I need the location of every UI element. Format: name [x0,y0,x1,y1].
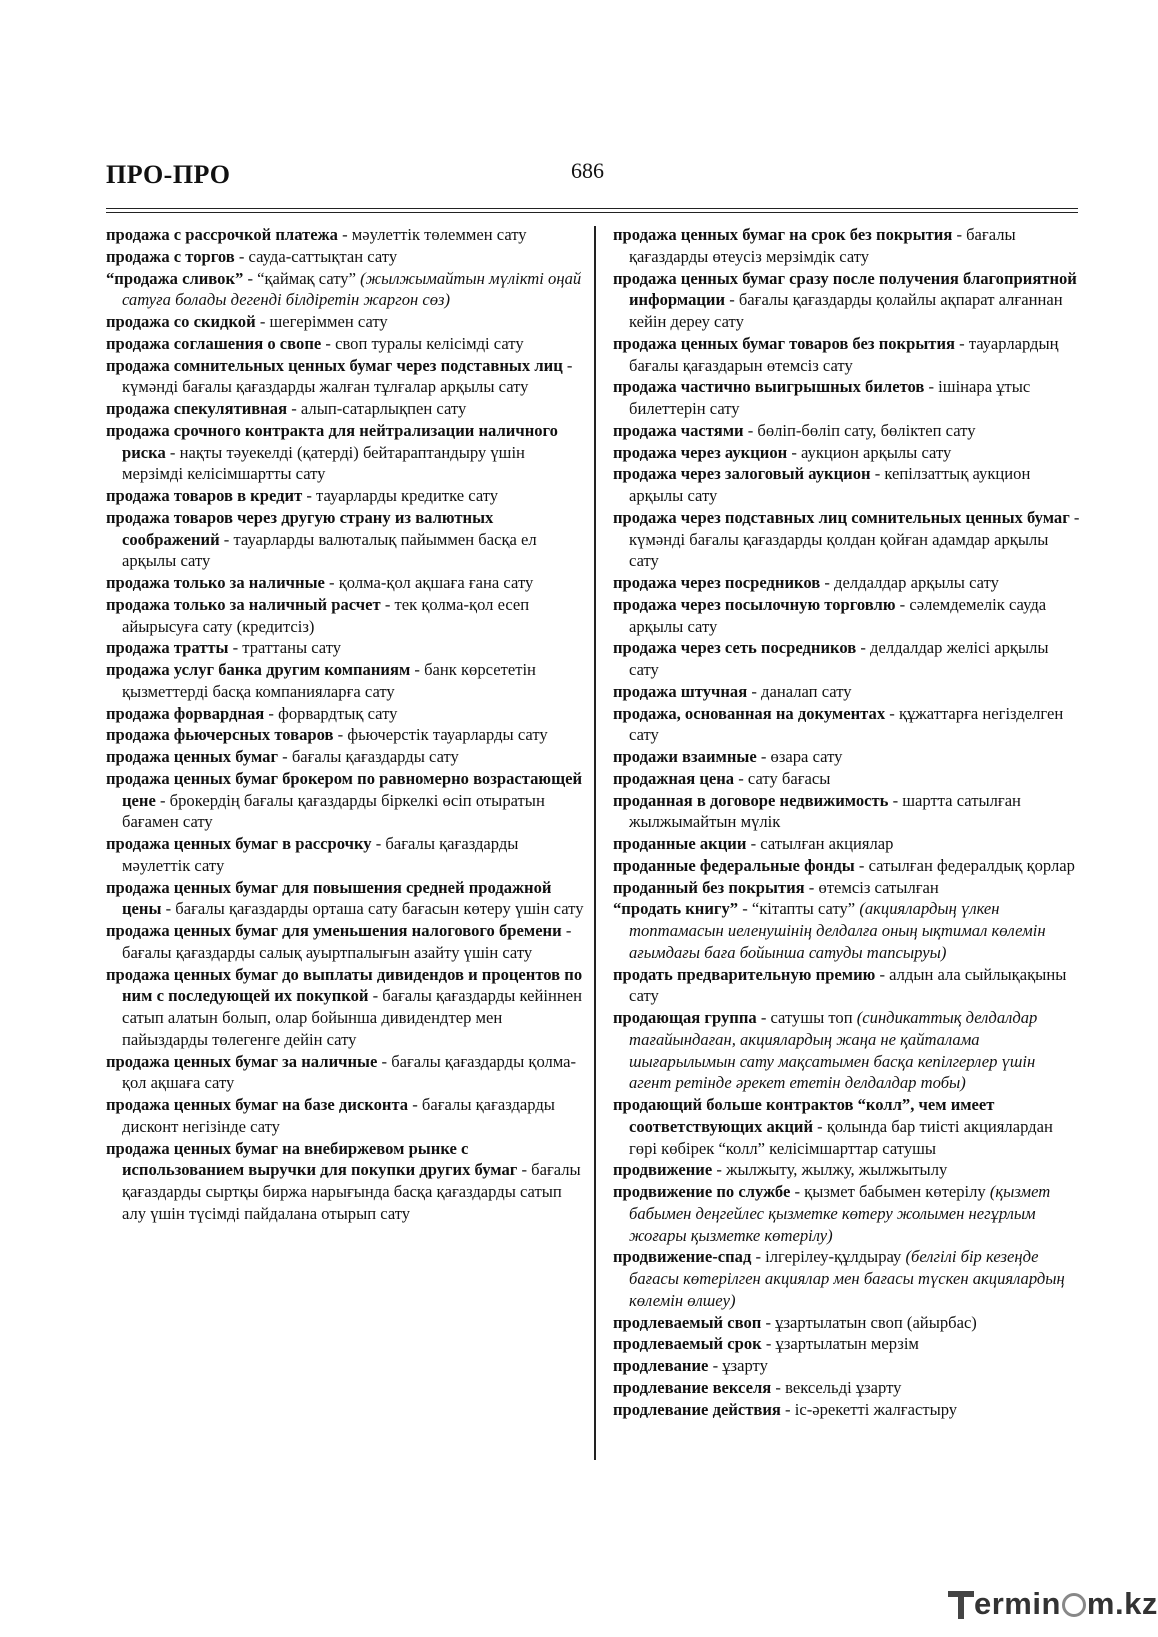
dictionary-entry [106,311,584,333]
column-divider [594,226,596,1460]
entry-term: продажа срочного контракта для нейтрализации наличного риска [106,420,558,462]
dictionary-entry [106,594,584,638]
dictionary-entry [106,964,584,1051]
entry-term: продажа через аукцион [613,442,788,462]
entry-term: продлеваемый срок [613,1334,762,1354]
entry-term: продвижение по службе [613,1182,791,1201]
entry-term: продажа частями [613,420,744,440]
entry-definition: - тауарларды валюталық пайыммен басқа ел арқылы сату [122,529,537,571]
dictionary-entry [106,877,584,921]
dictionary-entry [106,398,584,420]
entry-term: “продать книгу” [613,899,739,919]
dictionary-entry [106,333,584,355]
dictionary-entry [613,681,1081,703]
dictionary-entry [613,703,1081,747]
entry-term: проданный без покрытия [613,877,805,897]
dictionary-entry [106,420,584,485]
dictionary-entry [613,790,1081,834]
dictionary-entry [106,637,584,659]
entry-note: (акциялардың үлкен топтамасын иеленушінің делдалға оның ықтимал көлемін ағымдағы баға бойынша сатуды тапсыруы) [629,899,1046,962]
entry-term: продлевание векселя [613,1377,772,1397]
entry-definition: - сауда-саттықтан сату [234,246,398,266]
entry-term: “продажа сливок” [106,268,244,288]
entry-note: (қызмет бабымен деңгейлес қызметке көтеру жолымен негұрлым жоғары қызметке көтерілу) [629,1182,1051,1245]
entry-term: продающая группа [613,1008,757,1027]
entry-definition: - “қаймақ сату” [243,268,361,288]
dictionary-entry [106,920,584,964]
entry-definition: - нақты тәуекелді (қатерді) бейтараптандыру үшін мерзімді келісімшартты сату [122,442,525,484]
entry-term: продажа только за наличные [106,573,325,592]
entry-term: продажа ценных бумаг товаров без покрытия [613,333,955,353]
entry-term: продажа ценных бумаг на внебиржевом рынке с использованием выручки для покупки других бумаг [106,1138,518,1180]
dictionary-entry [613,420,1081,442]
entry-definition: - делдалдар арқылы сату [820,573,999,592]
dictionary-entry [613,463,1081,507]
entry-term: продажа ценных бумаг для повышения средней продажной цены [106,877,552,919]
entry-term: продажа форвардная [106,703,265,723]
entry-term: продажная цена [613,768,735,788]
dictionary-entry [613,833,1081,855]
entry-definition: - сатылған федералдық қорлар [854,855,1075,875]
entry-term: продажа фьючерсных товаров [106,725,334,745]
entry-term: продлевание действия [613,1399,781,1419]
dictionary-entry [613,964,1081,1008]
entry-definition: - банк көрсететін қызметтерді басқа компанияларға сату [122,660,536,701]
dictionary-entry [106,485,584,507]
entry-definition: - қызмет бабымен көтерілу [790,1182,990,1201]
entry-definition: - брокердің бағалы қағаздарды біркелкі өсіп отыратын бағамен сату [122,790,545,832]
entry-definition: - бағалы қағаздарды қолайлы ақпарат алғаннан кейін дереу сату [629,290,1063,331]
dictionary-entry [613,746,1081,768]
entry-definition: - алып-сатарлықпен сату [287,399,467,418]
entry-term: продажа через посылочную торговлю [613,594,896,614]
entry-term: продажа с торгов [106,246,235,266]
entry-definition: - бағалы қағаздарды салық ауыртпалығын азайту үшін сату [122,921,572,962]
header-rule [106,208,1078,209]
dictionary-entry [613,442,1081,464]
entry-definition: - тек қолма-қол есеп айырысуға сату (кредитсіз) [122,594,530,636]
entry-definition: - бағалы қағаздарды мәулеттік сату [122,834,519,875]
entry-term: продажа ценных бумаг сразу после получения благоприятной информации [613,268,1077,310]
entry-definition: - даналап сату [747,681,852,701]
entry-definition: - мәулеттік төлеммен сату [337,225,527,244]
entry-definition: - бағалы қағаздарды сыртқы биржа нарығында басқа қағаздарды сатып алу үшін түсімді пайдалана отырып сату [122,1160,581,1223]
entry-definition: - сатылған акциялар [746,834,894,853]
entry-term: продажа товаров через другую страну из валютных соображений [106,507,494,549]
entry-term: продажа услуг банка другим компаниям [106,660,411,679]
dictionary-entry [106,1138,584,1225]
entry-note: (синдикаттық делдалдар тағайындаған, акциялардың жаңа не қайталама шығарылымын сату мақсатымен басқа кепілгерлер үшін агент ретінде әрекет ететін делдалдар тобы) [629,1008,1038,1093]
entry-definition: - шегеріммен сату [255,312,388,331]
entry-definition: - қолма-қол ақшаға ғана сату [324,573,534,592]
entry-term: проданные федеральные фонды [613,855,855,875]
entry-definition: - бағалы қағаздарды дисконт негізінде сату [122,1095,555,1136]
entry-term: проданная в договоре недвижимость [613,790,889,810]
header-rule-thin [106,212,1078,213]
entry-term: продажа спекулятивная [106,399,288,418]
dictionary-entry [613,637,1081,681]
dictionary-entry [613,1181,1081,1246]
entry-term: продажа штучная [613,681,748,701]
dictionary-entry [106,768,584,833]
entry-definition: - бағалы қағаздарды орташа сату бағасын көтеру үшін сату [161,899,584,919]
entry-definition: - тауарлардың бағалы қағаздарын өтемсіз сату [629,333,1059,375]
dictionary-entry [613,898,1081,963]
entry-definition: - шартта сатылған жылжымайтын мүлік [629,790,1021,832]
entry-term: продажа через залоговый аукцион [613,464,871,484]
dictionary-entry [106,833,584,877]
running-head: ПРО-ПРО [106,160,231,189]
dictionary-entry [106,246,584,268]
entry-term: продажа соглашения о свопе [106,333,322,353]
dictionary-entry [106,659,584,703]
entry-term: продажа ценных бумаг на срок без покрытия [613,225,953,244]
entry-definition: - фьючерстік тауарларды сату [333,725,548,745]
entry-definition: - бағалы қағаздарды сату [278,747,459,766]
logo-o-icon [1062,1593,1086,1617]
entry-term: продажа ценных бумаг на базе дисконта [106,1095,409,1114]
logo-t-icon [948,1589,974,1619]
logo-text-part1: ermin [974,1586,1061,1621]
entry-term: продажа ценных бумаг для уменьшения налогового бремени [106,921,562,940]
entry-definition: - алдын ала сыйлықақыны сату [629,964,1067,1006]
dictionary-entry [613,268,1081,333]
entry-definition: - күмәнді бағалы қағаздарды жалған тұлғалар арқылы сату [122,355,573,397]
entry-definition: - сатушы топ [756,1008,857,1027]
entry-term: продажа ценных бумаг брокером по равномерно возрастающей цене [106,768,583,810]
entry-term: продажа через посредников [613,573,821,592]
entry-definition: - өтемсіз сатылған [804,877,939,897]
dictionary-entry [613,1355,1081,1377]
entry-definition: - қолында бар тиісті акциялардан гөрі көбірек “колл” келісімшарттар сатушы [629,1116,1053,1158]
dictionary-entry [106,746,584,768]
dictionary-entry [106,355,584,399]
entry-definition: - жылжыту, жылжу, жылжытылу [712,1160,948,1180]
entry-definition: - бағалы қағаздарды кейіннен сатып алатын болып, олар бойынша дивидендтер мен пайыздарды төлегенге дейін сату [122,986,582,1049]
dictionary-entry [106,268,584,312]
entry-term: продлевание [613,1356,709,1375]
entry-definition: - күмәнді бағалы қағаздарды қолдан қойған адамдар арқылы сату [629,507,1080,571]
entry-definition: - делдалдар желісі арқылы сату [629,638,1049,679]
entry-term: продажи взаимные [613,747,757,766]
dictionary-entry [613,507,1081,572]
entry-term: продажа тратты [106,638,229,658]
entry-definition: - тауарларды кредитке сату [302,486,499,505]
entry-definition: - форвардтық сату [264,703,398,723]
entry-definition: - аукцион арқылы сату [787,442,952,462]
logo-text-part2: m.kz [1086,1586,1158,1621]
entry-term: продвижение [613,1160,713,1180]
entry-definition: - ұзартылатын мерзім [761,1334,919,1354]
entry-definition: - кепілзаттық аукцион арқылы сату [629,464,1031,505]
dictionary-entry [613,855,1081,877]
entry-definition: - құжаттарға негізделген сату [629,703,1064,745]
entry-definition: - сату бағасы [734,768,831,788]
entry-definition: - бөліп-бөліп сату, бөліктеп сату [743,420,976,440]
page-header [106,160,1078,210]
entry-note: (белгілі бір кезеңде бағасы көтерілген акциялар мен бағасы түскен акциялардың көлемін өлшеу) [629,1247,1065,1310]
entry-definition: - “кітапты сату” [738,899,860,919]
entry-term: продажа через подставных лиц сомнительных ценных бумаг [613,507,1070,527]
termincom-logo [948,1586,1158,1622]
dictionary-entry [613,877,1081,899]
dictionary-entry [613,376,1081,420]
dictionary-entry [613,768,1081,790]
dictionary-entry [613,1007,1081,1094]
entry-term: проданные акции [613,834,747,853]
dictionary-entry [106,1051,584,1095]
entry-term: продажа ценных бумаг [106,747,278,766]
dictionary-entry [613,1399,1081,1421]
left-column [106,224,584,1225]
dictionary-entry [106,224,584,246]
dictionary-entry [106,703,584,725]
dictionary-entry [613,1377,1081,1399]
entry-definition: - своп туралы келісімді сату [321,333,524,353]
entry-definition: - іс-әрекетті жалғастыру [780,1399,958,1419]
dictionary-entry [106,507,584,572]
dictionary-entry [613,1094,1081,1159]
dictionary-entry [613,594,1081,638]
entry-term: продвижение-спад [613,1247,752,1267]
entry-term: продажа с рассрочкой платежа [106,225,338,244]
entry-definition: - бағалы қағаздарды өтеусіз мерзімдік сату [629,225,1016,266]
entry-definition: - вексельді ұзарту [771,1377,902,1397]
right-column [613,224,1081,1420]
entry-term: продажа, основанная на документах [613,703,886,723]
page-number: 686 [571,158,604,183]
dictionary-entry [613,1246,1081,1311]
entry-definition: - өзара сату [756,747,843,766]
entry-definition: - сәлемдемелік сауда арқылы сату [629,594,1047,636]
dictionary-entry [613,333,1081,377]
dictionary-entry [106,724,584,746]
dictionary-entry [613,1312,1081,1334]
entry-term: продажа сомнительных ценных бумаг через подставных лиц [106,355,563,375]
entry-definition: - ұзартылатын своп (айырбас) [761,1312,977,1332]
entry-term: продажа товаров в кредит [106,486,303,505]
entry-term: продающий больше контрактов “колл”, чем имеет соответствующих акций [613,1095,995,1136]
dictionary-entry [106,1094,584,1138]
entry-definition: - ішінара ұтыс билеттерін сату [629,377,1031,418]
dictionary-entry [613,1159,1081,1181]
entry-term: продажа частично выигрышных билетов [613,377,925,397]
entry-term: продать предварительную премию [613,964,876,984]
entry-term: продажа только за наличный расчет [106,594,381,614]
dictionary-entry [106,572,584,594]
entry-term: продажа ценных бумаг в рассрочку [106,834,372,853]
dictionary-entry [613,1333,1081,1355]
entry-definition: - ұзарту [708,1356,768,1375]
entry-term: продажа ценных бумаг за наличные [106,1051,378,1071]
entry-term: продажа со скидкой [106,312,256,331]
dictionary-entry [613,224,1081,268]
entry-term: продлеваемый своп [613,1312,762,1332]
dictionary-entry [613,572,1081,594]
entry-term: продажа ценных бумаг до выплаты дивидендов и процентов по ним с последующей их покупкой [106,964,583,1006]
entry-definition: - ілгерілеу-құлдырау [751,1247,906,1267]
entry-note: (жылжымайтын мүлікті оңай сатуға болады дегенді білдіретін жаргон сөз) [122,268,582,310]
entry-term: продажа через сеть посредников [613,638,857,658]
entry-definition: - бағалы қағаздарды қолма-қол ақшаға сату [122,1051,577,1093]
entry-definition: - траттаны сату [228,638,342,658]
